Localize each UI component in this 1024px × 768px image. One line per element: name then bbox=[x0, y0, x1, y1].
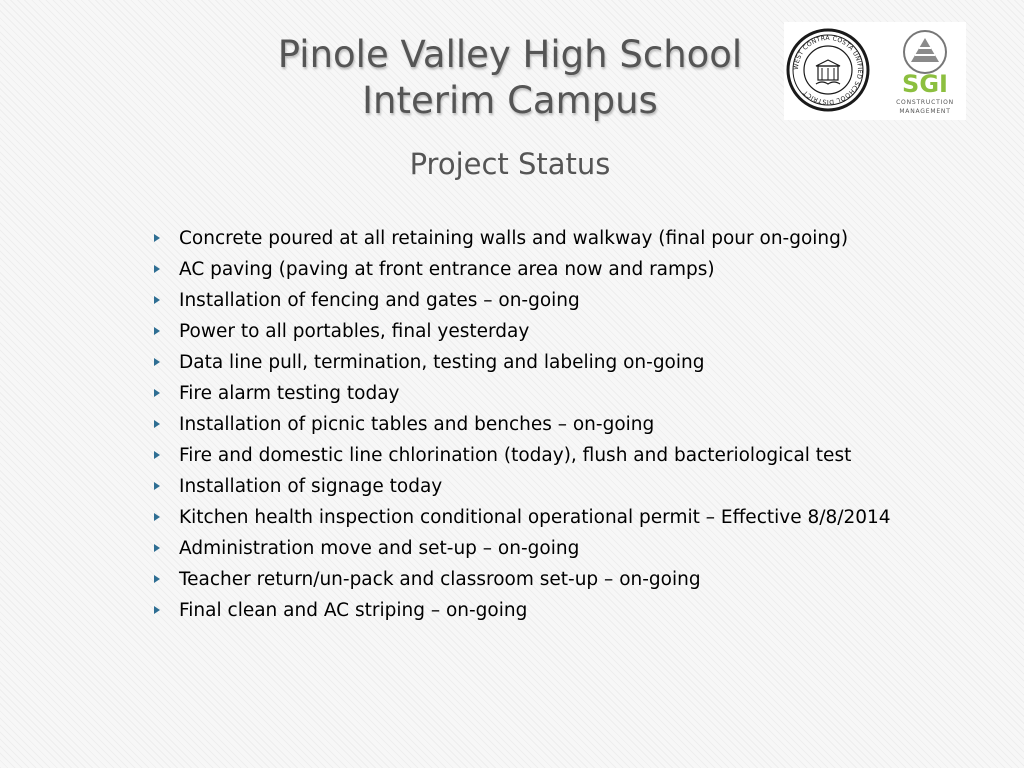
status-bullet bbox=[152, 319, 892, 345]
sgi-logo-icon bbox=[884, 26, 966, 118]
sgi-logo-tagline-2: MANAGEMENT bbox=[899, 108, 951, 115]
status-bullet bbox=[152, 288, 892, 314]
status-bullet-text: Teacher return/un-pack and classroom set-up – on-going bbox=[179, 569, 701, 590]
bullet-arrow-icon bbox=[154, 327, 160, 335]
bullet-arrow-icon bbox=[154, 513, 160, 521]
bullet-arrow-icon bbox=[154, 296, 160, 304]
sgi-logo-name: SGI bbox=[902, 70, 948, 98]
bullet-arrow-icon bbox=[154, 358, 160, 366]
status-bullet bbox=[152, 350, 892, 376]
slide-title bbox=[200, 32, 820, 124]
status-bullet bbox=[152, 567, 892, 593]
logo-panel bbox=[784, 22, 966, 120]
bullet-arrow-icon bbox=[154, 575, 160, 583]
status-bullet bbox=[152, 443, 892, 469]
status-bullet-text: Installation of fencing and gates – on-going bbox=[179, 290, 580, 311]
status-bullet-text: Concrete poured at all retaining walls and walkway (final pour on-going) bbox=[179, 228, 849, 249]
status-bullet bbox=[152, 381, 892, 407]
sgi-logo-tagline-1: CONSTRUCTION bbox=[896, 99, 954, 106]
status-bullet-text: Kitchen health inspection conditional operational permit – Effective 8/8/2014 bbox=[179, 507, 891, 528]
status-bullet-text: Power to all portables, final yesterday bbox=[179, 321, 530, 342]
status-bullet bbox=[152, 226, 892, 252]
status-bullet bbox=[152, 536, 892, 562]
status-bullet bbox=[152, 505, 892, 531]
bullet-arrow-icon bbox=[154, 420, 160, 428]
status-bullet-text: Final clean and AC striping – on-going bbox=[179, 600, 528, 621]
status-bullet-text: Installation of signage today bbox=[179, 476, 443, 497]
status-bullet-text: Fire alarm testing today bbox=[179, 383, 400, 404]
status-bullet-text: Data line pull, termination, testing and labeling on-going bbox=[179, 352, 705, 373]
bullet-arrow-icon bbox=[154, 234, 160, 242]
status-bullet bbox=[152, 474, 892, 500]
title-line-1: Pinole Valley High School bbox=[277, 33, 743, 76]
bullet-arrow-icon bbox=[154, 451, 160, 459]
bullet-arrow-icon bbox=[154, 482, 160, 490]
title-line-2: Interim Campus bbox=[362, 79, 658, 122]
bullet-arrow-icon bbox=[154, 389, 160, 397]
slide-subtitle: Project Status bbox=[409, 147, 611, 181]
status-bullet-text: Installation of picnic tables and benches – on-going bbox=[179, 414, 655, 435]
status-bullet bbox=[152, 257, 892, 283]
bullet-arrow-icon bbox=[154, 544, 160, 552]
status-bullet-text: AC paving (paving at front entrance area now and ramps) bbox=[179, 259, 715, 280]
bullet-arrow-icon bbox=[154, 606, 160, 614]
status-bullet-text: Fire and domestic line chlorination (today), flush and bacteriological test bbox=[179, 445, 852, 466]
school-district-seal-icon bbox=[786, 28, 870, 112]
seal-text: WEST CONTRA COSTA UNIFIED SCHOOL DISTRICT bbox=[792, 34, 864, 106]
status-bullet-list bbox=[152, 226, 892, 629]
status-bullet bbox=[152, 598, 892, 624]
status-bullet-text: Administration move and set-up – on-going bbox=[179, 538, 580, 559]
status-bullet bbox=[152, 412, 892, 438]
bullet-arrow-icon bbox=[154, 265, 160, 273]
